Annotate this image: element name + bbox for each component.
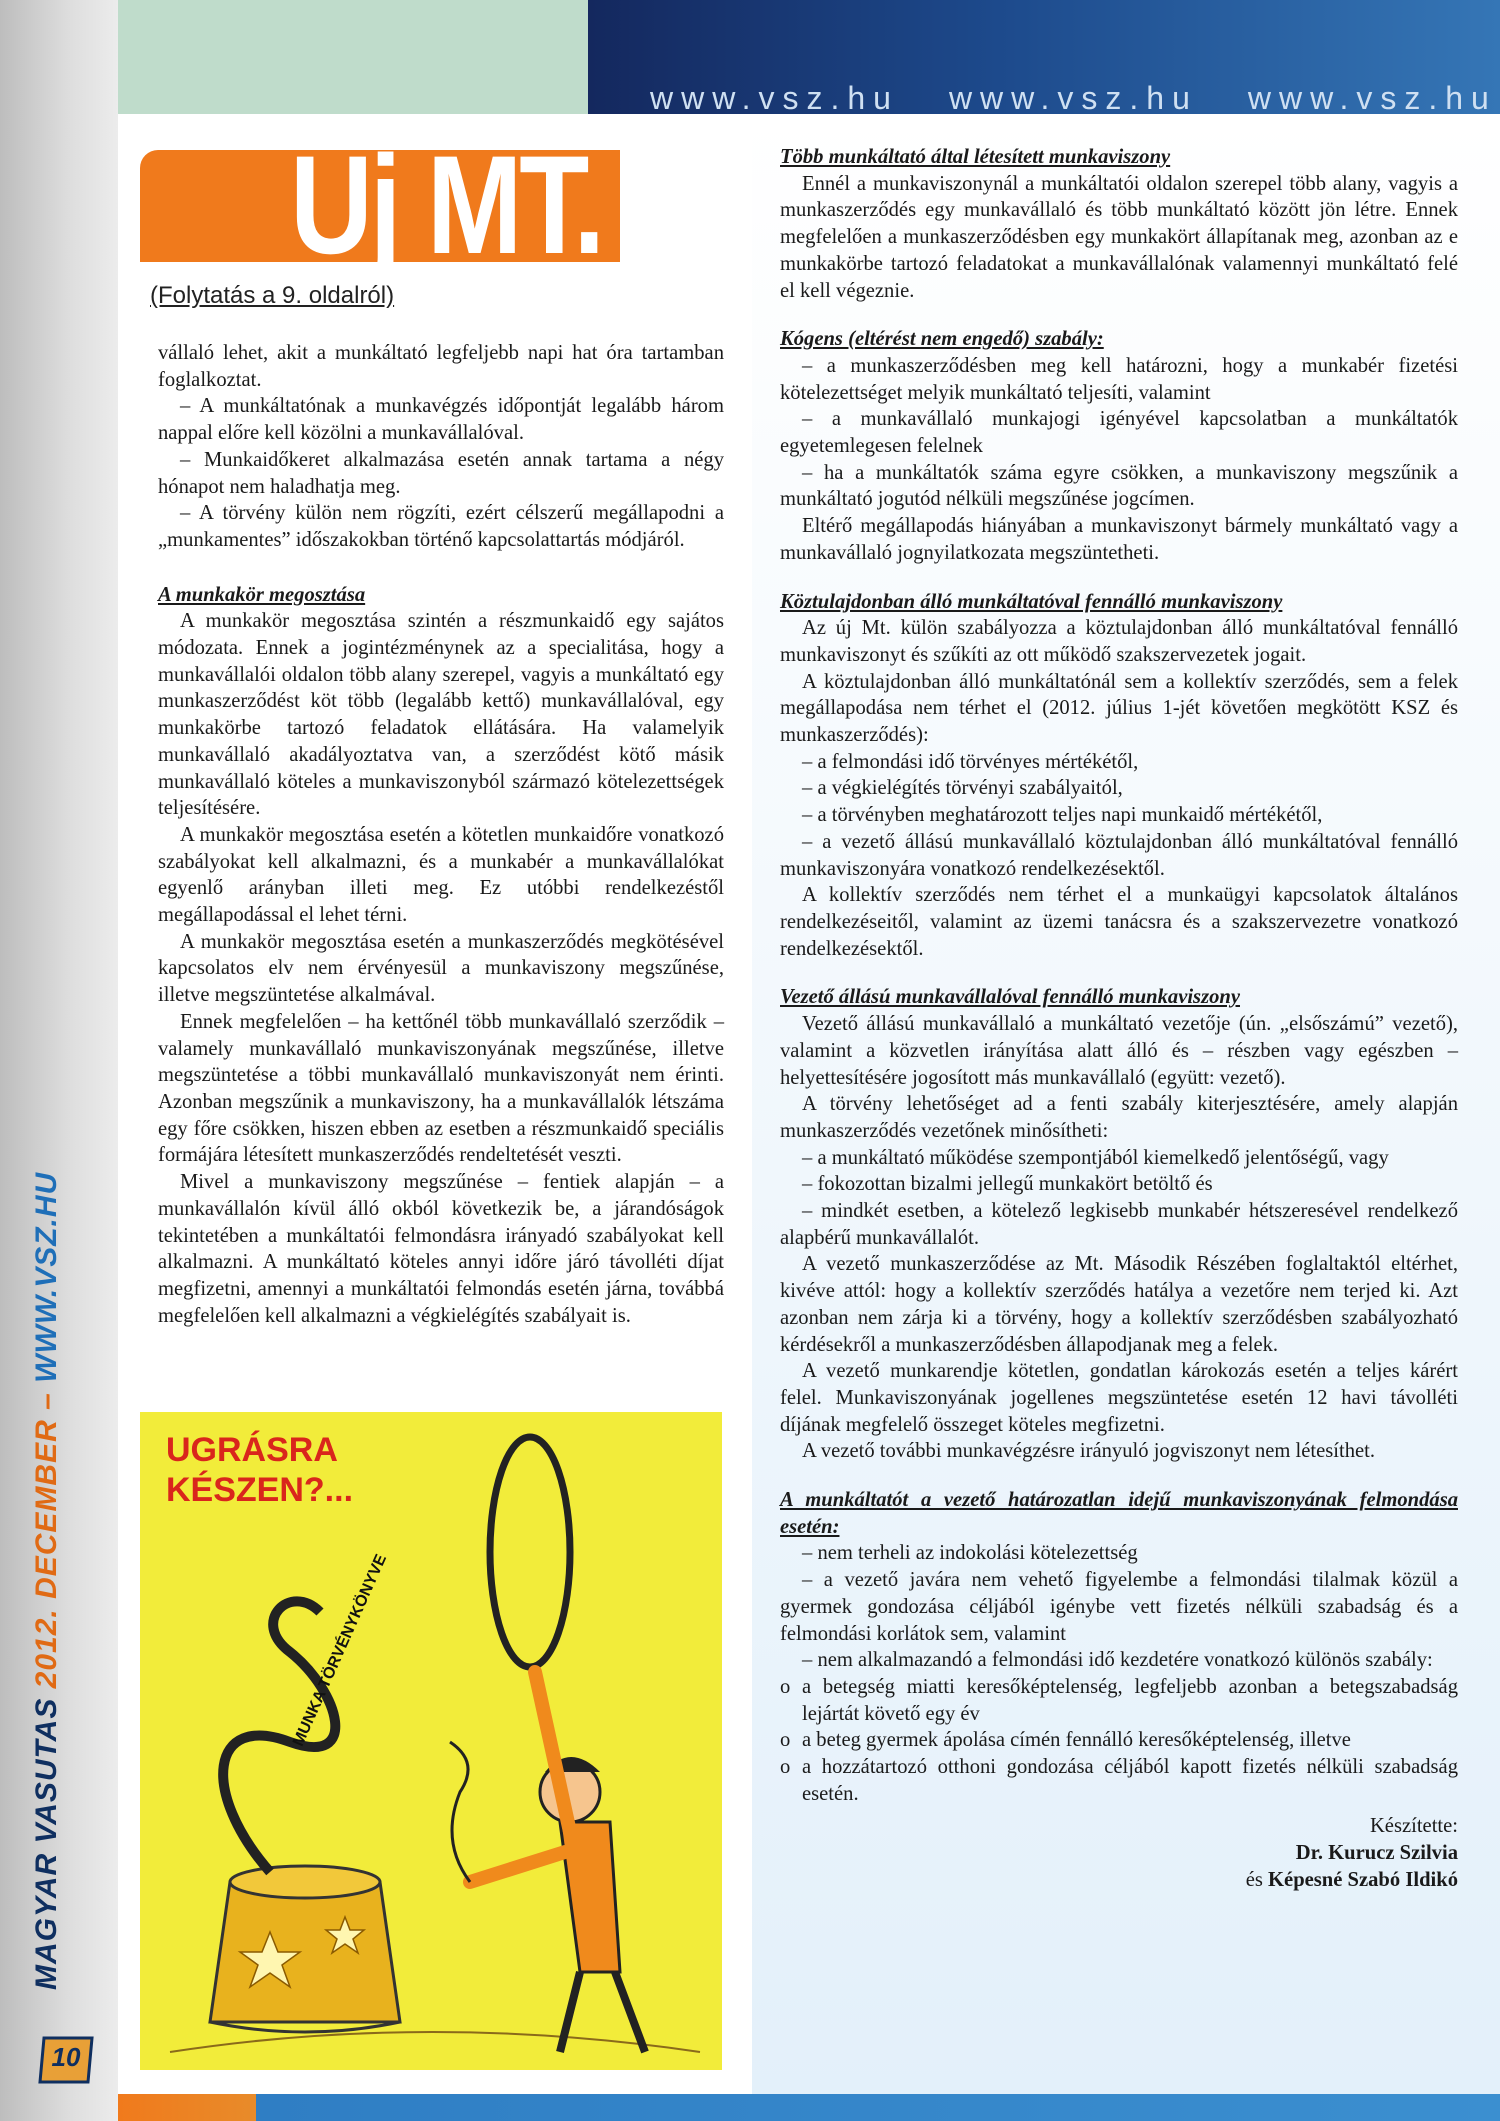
paragraph: – a végkielégítés törvényi szabályaitól, [802, 777, 1123, 800]
paragraph: – A munkáltatónak a munkavégzés időpontját legalább három nappal előre kell közölni a munkavállalóval. [158, 395, 724, 445]
bullet-marker: o [780, 1675, 791, 1698]
header-band-left [118, 0, 588, 114]
paragraph: A vezető további munkavégzésre irányuló jogviszonyt nem létesíthet. [802, 1440, 1376, 1463]
list-item-text: a beteg gyermek ápolása címén fennálló keresőképtelenség, illetve [802, 1729, 1351, 1752]
bullet-marker: o [780, 1729, 791, 1752]
author-line [780, 1867, 1458, 1894]
paragraph: A vezető munkarendje kötetlen, gondatlan károkozás esetén a teljes kárért felel. Munkaviszonyának jogellenes megszüntetése esetén 12 havi távolléti díjának megfelelő összeget köteles megfizetni. [780, 1360, 1458, 1436]
page-number: 10 [51, 2042, 81, 2072]
cartoon-caption-line: KÉSZEN?... [166, 1471, 354, 1509]
page-title: Új MT. [290, 126, 602, 283]
paragraph: – mindkét esetben, a kötelező legkisebb munkabér hétszeresével rendelkező alapbérű munkavállalót. [780, 1200, 1458, 1249]
paragraph: A kollektív szerződés nem térhet el a munkaügyi kapcsolatok általános rendelkezéseitől, valamint az üzemi tanácsra és a szakszervezetre vonatkozó rendelkezésektől. [780, 884, 1458, 960]
section-heading: Több munkáltató által létesített munkaviszony [780, 146, 1171, 168]
paragraph: A köztulajdonban álló munkáltatónál sem a kollektív szerződés, sem a felek megállapodása nem térhet el (2012. július 1-jét követően megkötött KSZ és munkaszerződés): [780, 670, 1458, 747]
list-item-text: a betegség miatti keresőképtelenség, legfeljebb azonban a betegszabadság lejártát követő egy év [802, 1675, 1458, 1725]
paragraph: Ennek megfelelően – ha kettőnél több munkavállaló szerződik – valamely munkavállaló munkaviszonyának megszűnése, illetve megszüntetése a többi munkavállaló munkaviszonyát nem érinti. Azonban megszűnik a munkaviszony, ha a munkavállalók létszáma egy főre csökken, hiszen ebben az esetben a részmunkaidő speciális formájára létesített munkaszerződés rendeltetését veszti. [158, 1010, 724, 1167]
author-name: Dr. Kurucz Szilvia [1295, 1842, 1458, 1865]
paragraph: Eltérő megállapodás hiányában a munkaviszonyt bármely munkáltató vagy a munkavállaló jognyilatkozata megszüntetheti. [780, 515, 1458, 564]
continuation-note: (Folytatás a 9. oldalról) [150, 282, 395, 309]
right-column [780, 144, 1458, 1894]
sidebar-url[interactable]: WWW.VSZ.HU [30, 1171, 63, 1383]
section-heading: A munkakör megosztása [158, 583, 366, 606]
paragraph: – ha a munkáltatók száma egyre csökken, a munkaviszony megszűnik a munkáltató jogutód nélküli megszűnése jogcímen. [780, 461, 1458, 511]
cartoon-caption-line: UGRÁSRA [166, 1431, 338, 1469]
paragraph: – a munkáltató működése szempontjából kiemelkedő jelentőségű, vagy [802, 1146, 1389, 1169]
footer-bar [118, 2094, 1500, 2121]
section-heading: Kógens (eltérést nem engedő) szabály: [780, 328, 1104, 351]
paragraph: – a vezető állású munkavállaló köztulajdonban álló munkáltatóval fennálló munkaviszonyára vonatkozó rendelkezésektől. [780, 830, 1458, 880]
paragraph: – a vezető javára nem vehető figyelembe a felmondási tilalmak közül a gyermek gondozása céljából igénybe vett fizetés nélküli szabadság és a felmondási korlátok sem, valamint [780, 1569, 1458, 1645]
paragraph: Vezető állású munkavállaló a munkáltató vezetője (ún. „elsőszámú” vezető), valamint a közvetlen irányítása alatt álló és – részben vagy egészben – helyettesítésére jogosított más munkavállaló (együtt: vezető). [780, 1013, 1458, 1089]
magazine-sidebar [30, 1172, 64, 1990]
list-item [780, 1754, 1458, 1807]
section-heading: Vezető állású munkavállalóval fennálló munkaviszony [780, 986, 1240, 1009]
author-conjunction: és [1245, 1868, 1263, 1891]
paragraph: A vezető munkaszerződése az Mt. Második Részében foglaltaktól eltérhet, kivéve attól: hogy a kollektív szerződés hatálya a vezetőre nem terjed ki. Azt azonban nem zárja ki a törvény, hogy a kollektív szerződésben szabályozható kérdésekről a munkaszerződésben állapodjanak meg a felek. [780, 1253, 1458, 1356]
sidebar-separator: – [30, 1392, 63, 1410]
author-label: Készítette: [1369, 1815, 1458, 1838]
cartoon-drawing [140, 1412, 722, 2070]
paragraph: – a munkavállaló munkajogi igényével kapcsolatban a munkáltatók egyetemlegesen felelnek [780, 408, 1458, 458]
cartoon-illustration [140, 1412, 722, 2070]
list-item [780, 1674, 1458, 1727]
header-urls [650, 80, 1500, 117]
law-book-label: MUNKA TÖRVÉNYKÖNYVE [290, 1551, 391, 1749]
paragraph: – A törvény külön nem rögzíti, ezért célszerű megállapodni a „munkamentes” időszakokban történő kapcsolattartás módjáról. [158, 502, 724, 551]
bullet-marker: o [780, 1756, 791, 1779]
paragraph: Mivel a munkaviszony megszűnése – fentiek alapján – a munkavállalón kívül álló okból következik be, a járandóságok tekintetében a munkáltatói felmondásra irányadó szabályokat kell alkalmazni. A munkáltató köteles annyi időre járó távolléti díjat megfizetni, amennyi a munkáltatói felmondás esetén járna, továbbá megfelelően kell alkalmazni a végkielégítés szabályait is. [158, 1171, 724, 1327]
paragraph: – nem terheli az indokolási kötelezettség [802, 1542, 1138, 1565]
header-url[interactable]: www.vsz.hu [650, 80, 899, 116]
left-column [158, 340, 724, 1329]
cartoon-caption [166, 1430, 353, 1510]
paragraph: A munkakör megosztása szintén a részmunkaidő egy sajátos módozata. Ennek a jogintézménynek az a specialitása, hogy a munkavállalói oldalon több alany szerepel, vagyis a munkáltató egy munkaszerződést köt több (legalább kettő) munkavállalóval, egy munkakörbe tartozó feladatok ellátására. Ha valamelyik munkavállaló akadályoztatva van, a szerződést kötő másik munkavállaló köteles a munkaviszonyból származó kötelezettségek teljesítésére. [158, 610, 724, 820]
list-item [780, 1727, 1458, 1754]
paragraph: A munkakör megosztása esetén a munkaszerződés megkötésével kapcsolatos elv nem érvényesül a munkaviszony megszűnése, illetve megszüntetése alkalmával. [158, 930, 724, 1007]
paragraph: – a munkaszerződésben meg kell határozni, hogy a munkabér fizetési kötelezettséget melyik munkáltató teljesíti, valamint [780, 354, 1458, 404]
paragraph: A törvény lehetőséget ad a fenti szabály kiterjesztésére, amely alapján munkaszerződés vezetőnek minősítheti: [780, 1093, 1458, 1142]
magazine-name: MAGYAR VASUTAS [30, 1697, 63, 1990]
header-url[interactable]: www.vsz.hu [948, 80, 1198, 116]
page-number-badge [36, 2030, 96, 2090]
paragraph: – a felmondási idő törvényes mértékétől, [802, 750, 1139, 773]
paragraph: A munkakör megosztása esetén a kötetlen munkaidőre vonatkozó szabályokat kell alkalmazni, és a munkabér a munkavállalókat egyenlő arányban illeti meg. Ez utóbbi rendelkezéstől megállapodással el lehet térni. [158, 823, 724, 927]
paragraph: – Munkaidőkeret alkalmazása esetén annak tartama a négy hónapot nem haladhatja meg. [158, 448, 724, 498]
paragraph: – a törvényben meghatározott teljes napi munkaidő mértékétől, [802, 804, 1323, 827]
section-heading: A munkáltatót a vezető határozatlan idejű munkaviszonyának felmondása esetén: [780, 1489, 1458, 1538]
paragraph: vállaló lehet, akit a munkáltató legfeljebb napi hat óra tartamban foglalkoztat. [158, 342, 724, 391]
author-name: Képesné Szabó Ildikó [1268, 1868, 1458, 1891]
list-item-text: a hozzátartozó otthoni gondozása céljából kapott fizetés nélküli szabadság esetén. [802, 1756, 1458, 1805]
header-url[interactable]: www.vsz.hu [1247, 80, 1497, 116]
paragraph: Ennél a munkaviszonynál a munkáltatói oldalon szerepel több alany, vagyis a munkaszerződés egy munkavállaló és több munkáltató között jön létre. Ennek megfelelően a munkaszerződésben egy munkakört állapítanak meg, azonban az e munkakörbe tartozó feladatokat a munkavállalónak valamennyi munkáltató felé el kell végeznie. [780, 172, 1458, 302]
issue-date: 2012. DECEMBER [30, 1419, 63, 1689]
paragraph: – nem alkalmazandó a felmondási idő kezdetére vonatkozó különös szabály: [802, 1649, 1433, 1672]
section-heading: Köztulajdonban álló munkáltatóval fennálló munkaviszony [780, 590, 1283, 613]
paragraph: Az új Mt. külön szabályozza a köztulajdonban álló munkáltatóval fennálló munkaviszonyt és szűkíti az ott működő szakszervezetek jogait. [780, 617, 1458, 666]
paragraph: – fokozottan bizalmi jellegű munkakört betöltő és [802, 1173, 1213, 1196]
